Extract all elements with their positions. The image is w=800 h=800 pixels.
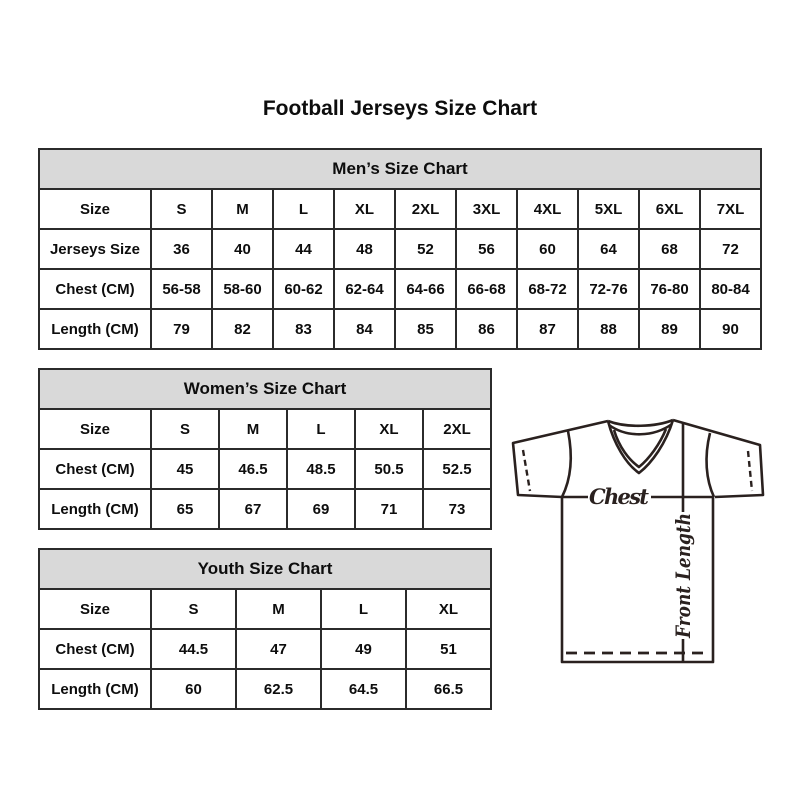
table-cell: 68 [639,229,700,269]
table-cell: 45 [151,449,219,489]
table-cell: 2XL [423,409,491,449]
table-cell: 68-72 [517,269,578,309]
table-row [39,189,761,229]
row-label: Size [39,409,151,449]
table-cell: 44.5 [151,629,236,669]
table-cell: 62-64 [334,269,395,309]
table-cell: S [151,589,236,629]
table-cell: 62.5 [236,669,321,709]
row-label: Chest (CM) [39,269,151,309]
table-row [39,489,491,529]
table-cell: 4XL [517,189,578,229]
table-cell: 52.5 [423,449,491,489]
table-cell: 64-66 [395,269,456,309]
table-cell: 82 [212,309,273,349]
mens-table-title: Men’s Size Chart [39,149,761,189]
table-cell: L [321,589,406,629]
row-label: Length (CM) [39,309,151,349]
table-cell: 88 [578,309,639,349]
table-cell: 69 [287,489,355,529]
table-cell: 89 [639,309,700,349]
table-cell: XL [406,589,491,629]
table-cell: 36 [151,229,212,269]
table-cell: 66.5 [406,669,491,709]
table-row [39,589,491,629]
table-cell: 64 [578,229,639,269]
row-label: Chest (CM) [39,629,151,669]
table-cell: 60 [517,229,578,269]
table-cell: 72 [700,229,761,269]
table-cell: 67 [219,489,287,529]
jersey-right-armhole-seam [707,433,714,497]
table-row [39,269,761,309]
table-cell: 2XL [395,189,456,229]
youth-table-title: Youth Size Chart [39,549,491,589]
table-cell: 40 [212,229,273,269]
table-cell: 65 [151,489,219,529]
table-cell: 51 [406,629,491,669]
table-cell: S [151,189,212,229]
table-cell: 87 [517,309,578,349]
table-cell: M [219,409,287,449]
table-cell: 49 [321,629,406,669]
table-cell: 60 [151,669,236,709]
jersey-collar-back-edge [608,420,673,426]
jersey-measurement-diagram [500,400,780,680]
row-label: Length (CM) [39,489,151,529]
jersey-right-cuff-dashed-line [748,451,752,491]
table-cell: 71 [355,489,423,529]
mens-size-table [38,148,762,350]
table-cell: 76-80 [639,269,700,309]
table-row [39,449,491,489]
table-cell: M [236,589,321,629]
table-cell: 6XL [639,189,700,229]
table-cell: 5XL [578,189,639,229]
table-cell: 7XL [700,189,761,229]
table-cell: 47 [236,629,321,669]
front-length-label: Front Length [671,490,695,638]
table-cell: 64.5 [321,669,406,709]
table-row [39,309,761,349]
table-cell: XL [334,189,395,229]
row-label: Jerseys Size [39,229,151,269]
table-row [39,629,491,669]
jersey-left-cuff-dashed-line [523,450,530,491]
table-cell: 48.5 [287,449,355,489]
womens-size-table [38,368,492,530]
table-cell: 58-60 [212,269,273,309]
table-cell: 72-76 [578,269,639,309]
table-cell: 84 [334,309,395,349]
table-cell: 44 [273,229,334,269]
row-label: Chest (CM) [39,449,151,489]
table-cell: M [212,189,273,229]
womens-table-header-row [39,369,491,409]
womens-table-title: Women’s Size Chart [39,369,491,409]
table-cell: 48 [334,229,395,269]
jersey-right-sleeve-outline [673,420,763,497]
table-row [39,669,491,709]
table-cell: 90 [700,309,761,349]
row-label: Length (CM) [39,669,151,709]
table-cell: 86 [456,309,517,349]
chest-label: Chest [589,484,649,509]
youth-size-table [38,548,492,710]
table-cell: 50.5 [355,449,423,489]
table-cell: 73 [423,489,491,529]
row-label: Size [39,189,151,229]
table-cell: L [273,189,334,229]
table-cell: L [287,409,355,449]
table-cell: 83 [273,309,334,349]
table-cell: 60-62 [273,269,334,309]
youth-table-header-row [39,549,491,589]
mens-table-header-row [39,149,761,189]
jersey-left-armhole-seam [562,431,571,497]
table-cell: 52 [395,229,456,269]
table-cell: 56-58 [151,269,212,309]
table-cell: 79 [151,309,212,349]
page-title: Football Jerseys Size Chart [262,97,538,120]
table-cell: XL [355,409,423,449]
table-cell: 85 [395,309,456,349]
table-cell: 3XL [456,189,517,229]
table-row [39,409,491,449]
table-cell: S [151,409,219,449]
table-cell: 56 [456,229,517,269]
row-label: Size [39,589,151,629]
table-cell: 80-84 [700,269,761,309]
table-row [39,229,761,269]
table-cell: 66-68 [456,269,517,309]
table-cell: 46.5 [219,449,287,489]
